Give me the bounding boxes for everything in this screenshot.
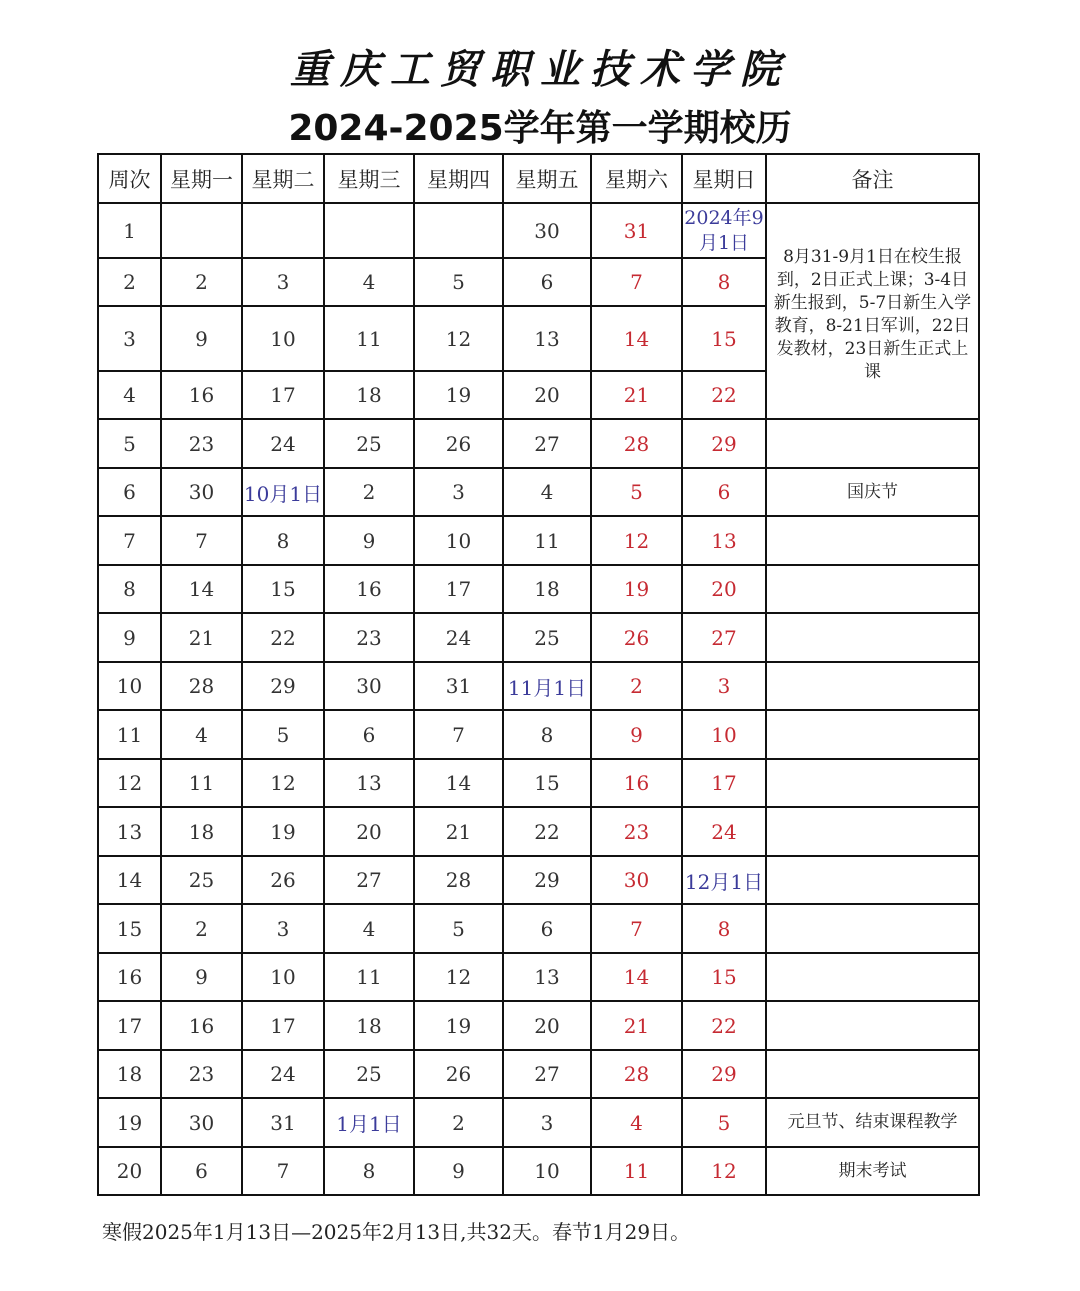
- day-cell-mon: 4: [161, 710, 242, 759]
- day-cell-mon: 2: [161, 904, 242, 953]
- notes-cell: [766, 1050, 979, 1098]
- week-number: 16: [98, 953, 161, 1001]
- day-cell-sun: 22: [682, 371, 766, 419]
- day-cell-thu: 5: [414, 904, 503, 953]
- day-cell-mon: 25: [161, 856, 242, 904]
- winter-break-note: 寒假2025年1月13日—2025年2月13日,共32天。春节1月29日。: [102, 1220, 691, 1244]
- week-number: 7: [98, 516, 161, 565]
- notes-cell: [766, 856, 979, 904]
- day-cell-mon: 11: [161, 759, 242, 807]
- day-cell-mon: 9: [161, 306, 242, 371]
- day-cell-tue: 10月1日: [242, 468, 324, 516]
- notes-cell: [766, 419, 979, 468]
- day-cell-tue: 8: [242, 516, 324, 565]
- day-cell-mon: 18: [161, 807, 242, 856]
- day-cell-sat: 11: [591, 1147, 682, 1195]
- day-cell-mon: 16: [161, 371, 242, 419]
- day-cell-wed: 4: [324, 258, 414, 306]
- header-tuesday: 星期二: [242, 154, 324, 203]
- day-cell-mon: 30: [161, 1098, 242, 1147]
- calendar-table: [97, 153, 980, 1196]
- day-cell-sun: 10: [682, 710, 766, 759]
- day-cell-mon: 21: [161, 613, 242, 662]
- week-row: [98, 904, 979, 953]
- day-cell-mon: 9: [161, 953, 242, 1001]
- week-number: 14: [98, 856, 161, 904]
- day-cell-fri: 8: [503, 710, 591, 759]
- day-cell-tue: 10: [242, 306, 324, 371]
- day-cell-sat: 4: [591, 1098, 682, 1147]
- day-cell-fri: 27: [503, 1050, 591, 1098]
- week-row: [98, 613, 979, 662]
- day-cell-fri: 20: [503, 1001, 591, 1050]
- week-number: 4: [98, 371, 161, 419]
- week-row: [98, 1050, 979, 1098]
- day-cell-thu: 2: [414, 1098, 503, 1147]
- day-cell-sun: 12月1日: [682, 856, 766, 904]
- day-cell-mon: 14: [161, 565, 242, 613]
- day-cell-tue: 12: [242, 759, 324, 807]
- header-friday: 星期五: [503, 154, 591, 203]
- day-cell-wed: 13: [324, 759, 414, 807]
- day-cell-tue: 31: [242, 1098, 324, 1147]
- day-cell-sun: 29: [682, 419, 766, 468]
- day-cell-fri: 11月1日: [503, 662, 591, 710]
- day-cell-fri: 18: [503, 565, 591, 613]
- day-cell-tue: 24: [242, 419, 324, 468]
- day-cell-tue: 24: [242, 1050, 324, 1098]
- week-row: [98, 1001, 979, 1050]
- day-cell-tue: 17: [242, 1001, 324, 1050]
- day-cell-sat: 12: [591, 516, 682, 565]
- notes-cell: 国庆节: [766, 468, 979, 516]
- week-number: 13: [98, 807, 161, 856]
- day-cell-sat: 16: [591, 759, 682, 807]
- day-cell-fri: 20: [503, 371, 591, 419]
- week-row: [98, 662, 979, 710]
- day-cell-tue: 22: [242, 613, 324, 662]
- week-row: [98, 565, 979, 613]
- week-row: [98, 468, 979, 516]
- day-cell-sun: 8: [682, 258, 766, 306]
- notes-cell: [766, 613, 979, 662]
- day-cell-wed: 8: [324, 1147, 414, 1195]
- day-cell-mon: 23: [161, 1050, 242, 1098]
- week-number: 18: [98, 1050, 161, 1098]
- day-cell-sun: 29: [682, 1050, 766, 1098]
- week-row: [98, 759, 979, 807]
- notes-cell: [766, 1001, 979, 1050]
- day-cell-wed: 25: [324, 419, 414, 468]
- header-row: [98, 154, 979, 203]
- notes-cell: [766, 516, 979, 565]
- day-cell-tue: 17: [242, 371, 324, 419]
- day-cell-tue: 29: [242, 662, 324, 710]
- day-cell-fri: 29: [503, 856, 591, 904]
- week-row: [98, 856, 979, 904]
- day-cell-sat: 30: [591, 856, 682, 904]
- day-cell-sat: 7: [591, 904, 682, 953]
- day-cell-sat: 28: [591, 419, 682, 468]
- day-cell-thu: 31: [414, 662, 503, 710]
- day-cell-wed: 25: [324, 1050, 414, 1098]
- day-cell-mon: 30: [161, 468, 242, 516]
- day-cell-mon: 6: [161, 1147, 242, 1195]
- header-thursday: 星期四: [414, 154, 503, 203]
- day-cell-mon: 2: [161, 258, 242, 306]
- day-cell-wed: [324, 203, 414, 258]
- notes-cell: [766, 565, 979, 613]
- day-cell-thu: 26: [414, 419, 503, 468]
- day-cell-wed: 4: [324, 904, 414, 953]
- week-number: 6: [98, 468, 161, 516]
- week-row: [98, 1098, 979, 1147]
- day-cell-thu: 26: [414, 1050, 503, 1098]
- header-notes: 备注: [766, 154, 979, 203]
- week-row: [98, 419, 979, 468]
- notes-cell: 8月31-9月1日在校生报到，2日正式上课；3-4日新生报到，5-7日新生入学教育，8-21日军训，22日发教材，23日新生正式上课: [766, 203, 979, 419]
- day-cell-mon: [161, 203, 242, 258]
- day-cell-wed: 18: [324, 371, 414, 419]
- day-cell-fri: 22: [503, 807, 591, 856]
- week-number: 10: [98, 662, 161, 710]
- day-cell-thu: 3: [414, 468, 503, 516]
- day-cell-sat: 14: [591, 953, 682, 1001]
- day-cell-wed: 1月1日: [324, 1098, 414, 1147]
- day-cell-sun: 27: [682, 613, 766, 662]
- day-cell-fri: 30: [503, 203, 591, 258]
- header-monday: 星期一: [161, 154, 242, 203]
- day-cell-sun: 2024年9月1日: [682, 203, 766, 258]
- day-cell-sun: 8: [682, 904, 766, 953]
- week-number: 20: [98, 1147, 161, 1195]
- school-logo-calligraphy: 重庆工贸职业技术学院: [290, 46, 790, 93]
- notes-cell: [766, 759, 979, 807]
- day-cell-sun: 12: [682, 1147, 766, 1195]
- page-title: 2024-2025学年第一学期校历: [288, 108, 792, 149]
- day-cell-sat: 5: [591, 468, 682, 516]
- day-cell-thu: 5: [414, 258, 503, 306]
- day-cell-fri: 6: [503, 904, 591, 953]
- week-number: 2: [98, 258, 161, 306]
- day-cell-fri: 11: [503, 516, 591, 565]
- day-cell-wed: 2: [324, 468, 414, 516]
- day-cell-tue: 5: [242, 710, 324, 759]
- notes-cell: 期末考试: [766, 1147, 979, 1195]
- day-cell-tue: 7: [242, 1147, 324, 1195]
- day-cell-sat: 28: [591, 1050, 682, 1098]
- day-cell-wed: 20: [324, 807, 414, 856]
- notes-cell: 元旦节、结束课程教学: [766, 1098, 979, 1147]
- day-cell-thu: 28: [414, 856, 503, 904]
- day-cell-sat: 14: [591, 306, 682, 371]
- week-row: [98, 953, 979, 1001]
- day-cell-wed: 6: [324, 710, 414, 759]
- day-cell-fri: 13: [503, 306, 591, 371]
- day-cell-fri: 27: [503, 419, 591, 468]
- day-cell-tue: 15: [242, 565, 324, 613]
- day-cell-thu: 24: [414, 613, 503, 662]
- day-cell-sat: 7: [591, 258, 682, 306]
- day-cell-fri: 4: [503, 468, 591, 516]
- day-cell-sat: 21: [591, 371, 682, 419]
- week-row: [98, 1147, 979, 1195]
- day-cell-sun: 22: [682, 1001, 766, 1050]
- day-cell-sat: 19: [591, 565, 682, 613]
- day-cell-sun: 20: [682, 565, 766, 613]
- day-cell-tue: 19: [242, 807, 324, 856]
- day-cell-fri: 25: [503, 613, 591, 662]
- day-cell-sat: 9: [591, 710, 682, 759]
- day-cell-thu: 21: [414, 807, 503, 856]
- day-cell-sat: 2: [591, 662, 682, 710]
- day-cell-tue: 3: [242, 258, 324, 306]
- notes-cell: [766, 662, 979, 710]
- day-cell-fri: 15: [503, 759, 591, 807]
- day-cell-wed: 11: [324, 306, 414, 371]
- week-number: 3: [98, 306, 161, 371]
- day-cell-mon: 23: [161, 419, 242, 468]
- week-row: [98, 516, 979, 565]
- day-cell-wed: 18: [324, 1001, 414, 1050]
- day-cell-thu: 7: [414, 710, 503, 759]
- day-cell-sun: 24: [682, 807, 766, 856]
- day-cell-sat: 23: [591, 807, 682, 856]
- day-cell-thu: 14: [414, 759, 503, 807]
- week-row: [98, 807, 979, 856]
- header-sunday: 星期日: [682, 154, 766, 203]
- day-cell-wed: 30: [324, 662, 414, 710]
- day-cell-sun: 15: [682, 953, 766, 1001]
- notes-cell: [766, 710, 979, 759]
- day-cell-mon: 7: [161, 516, 242, 565]
- notes-cell: [766, 807, 979, 856]
- day-cell-tue: 3: [242, 904, 324, 953]
- day-cell-sun: 13: [682, 516, 766, 565]
- day-cell-fri: 10: [503, 1147, 591, 1195]
- week-number: 11: [98, 710, 161, 759]
- day-cell-sun: 6: [682, 468, 766, 516]
- header-wednesday: 星期三: [324, 154, 414, 203]
- day-cell-fri: 13: [503, 953, 591, 1001]
- header-saturday: 星期六: [591, 154, 682, 203]
- day-cell-wed: 27: [324, 856, 414, 904]
- day-cell-thu: 12: [414, 953, 503, 1001]
- day-cell-fri: 3: [503, 1098, 591, 1147]
- week-number: 5: [98, 419, 161, 468]
- day-cell-sat: 31: [591, 203, 682, 258]
- week-row: [98, 710, 979, 759]
- notes-cell: [766, 904, 979, 953]
- day-cell-wed: 23: [324, 613, 414, 662]
- day-cell-sun: 3: [682, 662, 766, 710]
- day-cell-thu: 10: [414, 516, 503, 565]
- week-row: [98, 203, 979, 258]
- day-cell-thu: 19: [414, 371, 503, 419]
- day-cell-wed: 11: [324, 953, 414, 1001]
- week-number: 19: [98, 1098, 161, 1147]
- week-number: 8: [98, 565, 161, 613]
- day-cell-tue: 10: [242, 953, 324, 1001]
- day-cell-thu: 12: [414, 306, 503, 371]
- calendar-body: [98, 203, 979, 1195]
- day-cell-mon: 28: [161, 662, 242, 710]
- week-number: 9: [98, 613, 161, 662]
- day-cell-tue: [242, 203, 324, 258]
- day-cell-sun: 15: [682, 306, 766, 371]
- day-cell-wed: 9: [324, 516, 414, 565]
- day-cell-mon: 16: [161, 1001, 242, 1050]
- day-cell-sun: 5: [682, 1098, 766, 1147]
- day-cell-thu: 19: [414, 1001, 503, 1050]
- day-cell-tue: 26: [242, 856, 324, 904]
- day-cell-thu: 9: [414, 1147, 503, 1195]
- day-cell-thu: 17: [414, 565, 503, 613]
- day-cell-wed: 16: [324, 565, 414, 613]
- day-cell-sat: 26: [591, 613, 682, 662]
- week-number: 17: [98, 1001, 161, 1050]
- day-cell-thu: [414, 203, 503, 258]
- day-cell-sun: 17: [682, 759, 766, 807]
- header-week: 周次: [98, 154, 161, 203]
- week-number: 15: [98, 904, 161, 953]
- day-cell-sat: 21: [591, 1001, 682, 1050]
- day-cell-fri: 6: [503, 258, 591, 306]
- week-number: 1: [98, 203, 161, 258]
- notes-cell: [766, 953, 979, 1001]
- week-number: 12: [98, 759, 161, 807]
